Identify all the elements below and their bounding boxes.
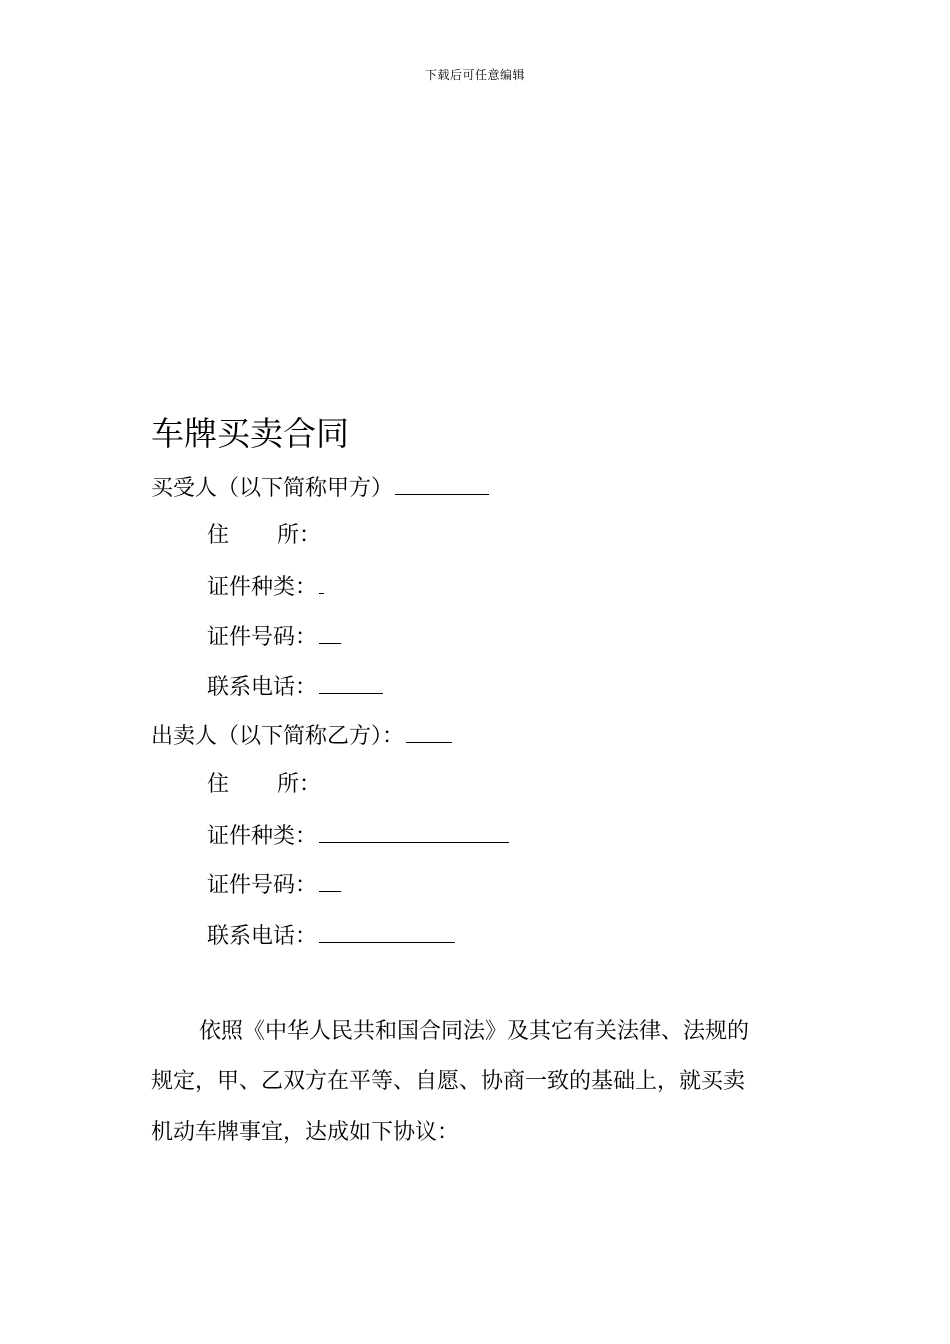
party-a-id-number-line: [207, 621, 341, 653]
party-b-phone-label: 联系电话：: [207, 924, 318, 949]
party-b-address-char2: 所：: [277, 772, 322, 797]
party-b-name-blank[interactable]: [406, 720, 452, 743]
party-b-line: [151, 720, 452, 752]
party-b-address-line: [207, 770, 321, 800]
party-a-address-char1: 住: [207, 523, 230, 548]
intro-line-2: 规定，甲、乙双方在平等、自愿、协商一致的基础上，就买卖: [151, 1069, 746, 1094]
intro-line-1: 依照《中华人民共和国合同法》及其它有关法律、法规的: [199, 1019, 750, 1044]
party-a-name-blank[interactable]: [395, 472, 489, 495]
party-b-id-type-blank[interactable]: [319, 820, 509, 843]
party-b-id-type-line: [207, 820, 509, 852]
party-b-label: 出卖人（以下简称乙方）：: [151, 724, 405, 749]
intro-line-3: 机动车牌事宜，达成如下协议：: [151, 1120, 460, 1145]
party-b-id-number-blank[interactable]: [319, 869, 341, 892]
party-a-address-char2: 所：: [277, 523, 322, 548]
party-b-id-number-label: 证件号码：: [207, 873, 318, 898]
contract-title: 车牌买卖合同: [151, 414, 349, 453]
party-b-address-char1: 住: [207, 772, 230, 797]
party-a-id-number-blank[interactable]: [319, 621, 341, 644]
party-a-phone-line: [207, 671, 383, 703]
party-a-id-type-label: 证件种类：: [207, 575, 318, 600]
party-b-id-type-label: 证件种类：: [207, 824, 318, 849]
party-a-id-type-blank[interactable]: [319, 571, 324, 594]
party-b-phone-line: [207, 920, 455, 952]
party-a-label: 买受人（以下简称甲方）: [151, 476, 394, 501]
party-a-id-type-line: [207, 571, 324, 603]
page-header-note: 下载后可任意编辑: [424, 68, 525, 82]
party-a-id-number-label: 证件号码：: [207, 625, 318, 650]
party-b-id-number-line: [207, 869, 341, 901]
party-a-line: [151, 472, 489, 504]
party-a-phone-blank[interactable]: [319, 671, 383, 694]
party-a-address-line: [207, 521, 321, 551]
party-b-phone-blank[interactable]: [319, 920, 455, 943]
party-a-phone-label: 联系电话：: [207, 675, 318, 700]
